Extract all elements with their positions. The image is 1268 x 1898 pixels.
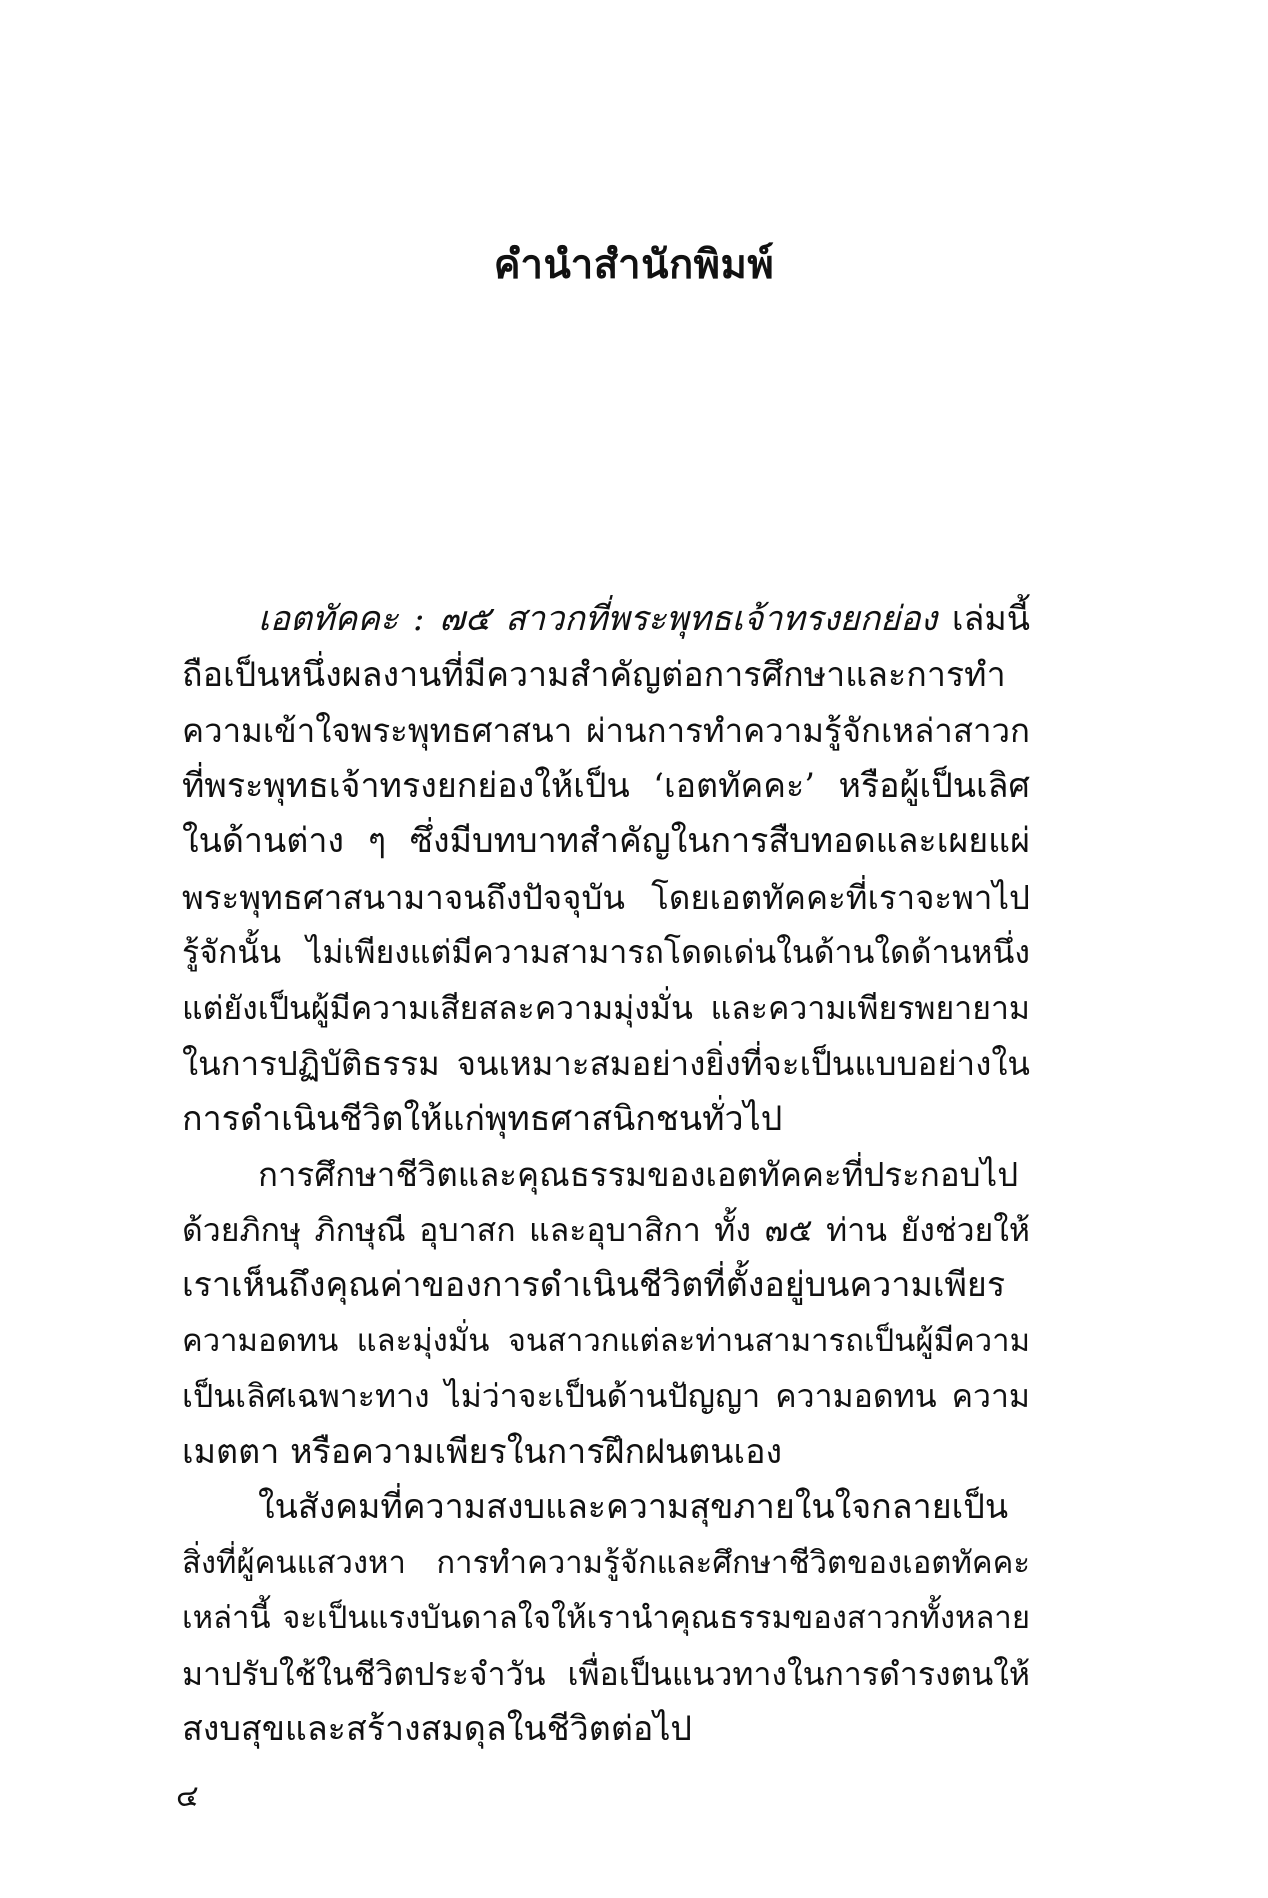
text-line: แต่ยังเป็นผู้มีความเสียสละความมุ่งมั่น และความเพียรพยายาม bbox=[182, 988, 1030, 1027]
text-line: ความเข้าใจพระพุทธศาสนา ผ่านการทำความรู้จักเหล่าสาวก bbox=[182, 711, 1030, 750]
text-line: สงบสุขและสร้างสมดุลในชีวิตต่อไป bbox=[182, 1709, 692, 1749]
text-line: ในด้านต่าง ๆ ซึ่งมีบทบาทสำคัญในการสืบทอดและเผยแผ่ bbox=[182, 821, 1030, 861]
text-line bbox=[182, 592, 1030, 648]
paragraph bbox=[182, 1147, 1030, 1480]
text-line: เป็นเลิศเฉพาะทาง ไม่ว่าจะเป็นด้านปัญญา ความอดทน ความ bbox=[182, 1377, 1030, 1415]
text-line: การศึกษาชีวิตและคุณธรรมของเอตทัคคะที่ประกอบไป bbox=[258, 1155, 1019, 1194]
text-line: การดำเนินชีวิตให้แก่พุทธศาสนิกชนทั่วไป bbox=[182, 1098, 783, 1139]
text-line: ด้วยภิกษุ ภิกษุณี อุบาสก และอุบาสิกา ทั้ง ๗๕ ท่าน ยังช่วยให้ bbox=[182, 1210, 1030, 1249]
text-line: รู้จักนั้น ไม่เพียงแต่มีความสามารถโดดเด่นในด้านใดด้านหนึ่ง bbox=[182, 933, 1030, 971]
text-line: พระพุทธศาสนามาจนถึงปัจจุบัน โดยเอตทัคคะที่เราจะพาไป bbox=[182, 877, 1030, 917]
text-line: ในสังคมที่ความสงบและความสุขภายในใจกลายเป็น bbox=[258, 1487, 1009, 1527]
text-line: สิ่งที่ผู้คนแสวงหา การทำความรู้จักและศึกษาชีวิตของเอตทัคคะ bbox=[182, 1544, 1030, 1581]
text-line: มาปรับใช้ในชีวิตประจำวัน เพื่อเป็นแนวทางในการดำรงตนให้ bbox=[182, 1654, 1030, 1693]
paragraph bbox=[182, 592, 1030, 1147]
text-line: เหล่านี้ จะเป็นแรงบันดาลใจให้เรานำคุณธรรมของสาวกทั้งหลาย bbox=[182, 1600, 1030, 1636]
book-title-italic: เอตทัคคะ : ๗๕ สาวกที่พระพุทธเจ้าทรงยกย่อง bbox=[258, 599, 938, 639]
paragraph bbox=[182, 1480, 1030, 1758]
text-line: ในการปฏิบัติธรรม จนเหมาะสมอย่างยิ่งที่จะเป็นแบบอย่างใน bbox=[182, 1044, 1030, 1083]
page-number: ๔ bbox=[176, 1779, 199, 1814]
text-line: ถือเป็นหนึ่งผลงานที่มีความสำคัญต่อการศึกษาและการทำ bbox=[182, 654, 1006, 695]
text-line: เราเห็นถึงคุณค่าของการดำเนินชีวิตที่ตั้งอยู่บนความเพียร bbox=[182, 1265, 1006, 1305]
page-title: คำนำสำนักพิมพ์ bbox=[493, 241, 775, 288]
text-line: เมตตา หรือความเพียรในการฝึกฝนตนเอง bbox=[182, 1431, 783, 1472]
foreword-body bbox=[182, 592, 1030, 1758]
text-line: ความอดทน และมุ่งมั่น จนสาวกแต่ละท่านสามารถเป็นผู้มีความ bbox=[182, 1322, 1030, 1359]
text-line: ที่พระพุทธเจ้าทรงยกย่องให้เป็น ‘เอตทัคคะ’ หรือผู้เป็นเลิศ bbox=[182, 765, 1030, 806]
text-span: เล่มนี้ bbox=[937, 599, 1030, 639]
